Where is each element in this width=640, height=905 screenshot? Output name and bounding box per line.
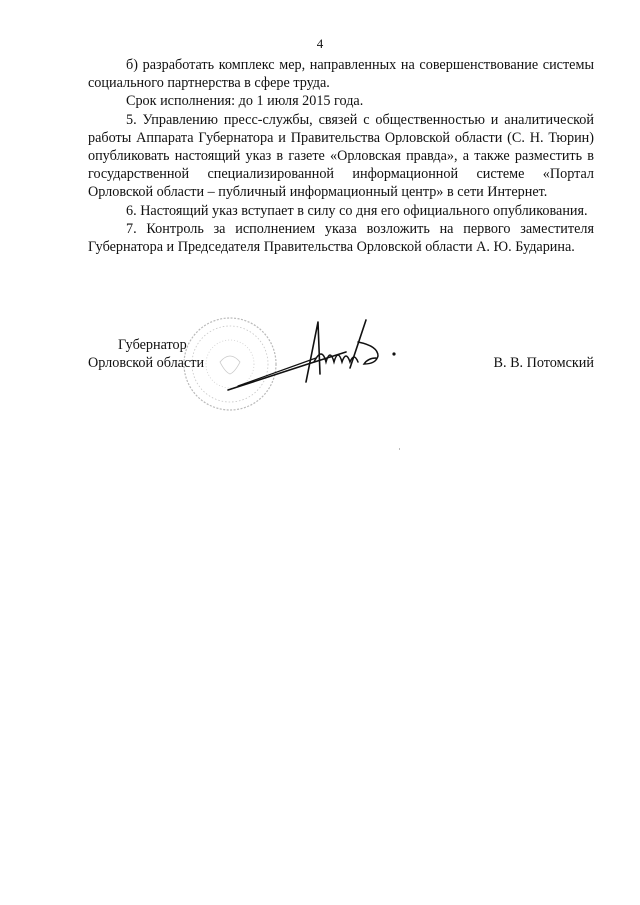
- handwritten-signature-icon: [218, 312, 408, 402]
- signature-block: [88, 336, 594, 426]
- signatory-title-line-1: Губернатор: [118, 337, 187, 353]
- paragraph-deadline: Срок исполнения: до 1 июля 2015 года.: [126, 93, 364, 110]
- page-number: 4: [316, 36, 324, 51]
- paragraph-7: 7. Контроль за исполнением указа возложить на первого заместителя Губернатора и Председателя Правительства Орловской области А. Ю. Бударина.: [88, 220, 594, 256]
- scan-artifact: [399, 448, 400, 450]
- paragraph-4b: б) разработать комплекс мер, направленных на совершенствование системы социального партнерства в сфере труда.: [88, 57, 594, 92]
- document-body: [88, 56, 594, 256]
- paragraph-6: 6. Настоящий указ вступает в силу со дня его официального опубликования.: [126, 202, 588, 219]
- paragraph-5: 5. Управлению пресс-службы, связей с общественностью и аналитической работы Аппарата Губернатора и Правительства Орловской области (С. Н. Тюрин) опубликовать настоящий указ в газете «Орловская правда», а также разместить в государственной специализированной информационной системе «Портал Орловской области – публичный информационный центр» в сети Интернет.: [88, 111, 594, 201]
- signatory-title-line-2: Орловской области: [88, 355, 205, 371]
- signatory-name: В. В. Потомский: [493, 355, 594, 371]
